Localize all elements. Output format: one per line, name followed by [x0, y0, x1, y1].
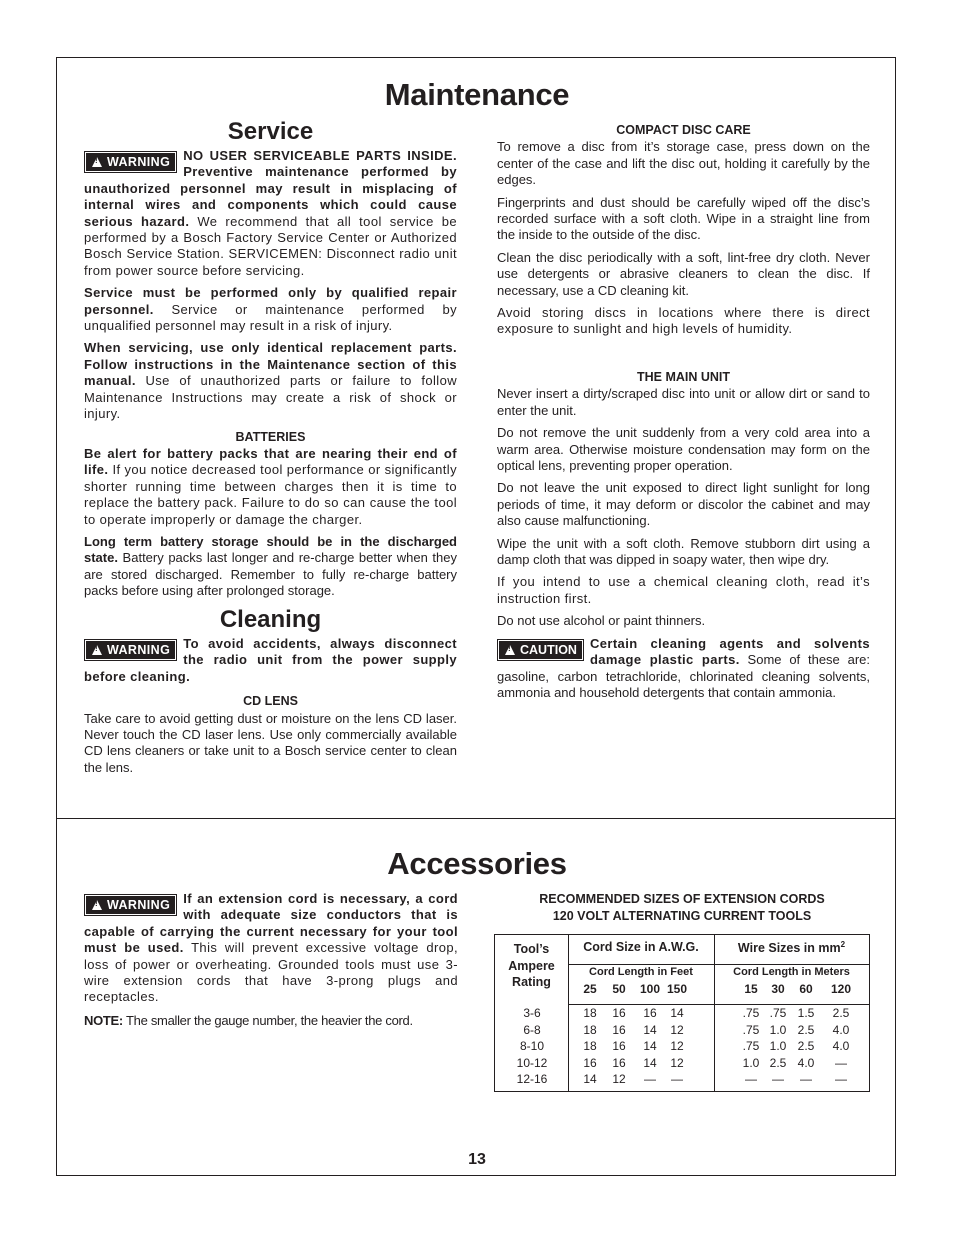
service-parts-bold: When servicing, use only identical replacement parts. Follow instructions in the Maintenance section of this manual. [84, 340, 457, 389]
mm2-cell: 1.0 [769, 1039, 787, 1054]
page-number: 13 [468, 1151, 486, 1168]
meter-length-label: 15 [744, 982, 758, 996]
meter-length-label: 60 [799, 982, 813, 996]
main-unit-p1: Never insert a dirty/scraped disc into unit or allow dirt or sand to enter the unit. [497, 386, 870, 418]
extension-warning-bold: If an extension cord is necessary, a cord with adequate size conductors that is capable of carrying the current necessary for your tool must be used. [84, 891, 458, 956]
extension-warning-text: This will prevent excessive voltage drop, loss of power or overheating. Grounded tools must use 3-wire extension cords that have 3-prong plugs and receptacles. [84, 940, 458, 1005]
mm2-cell: 2.5 [832, 1006, 850, 1020]
awg-cell: 12 [612, 1072, 626, 1087]
warning-badge: !WARNING [84, 151, 177, 173]
cleaning-column [84, 636, 457, 782]
caution-badge: !CAUTION [497, 639, 584, 661]
note-label: NOTE: [84, 1012, 123, 1028]
main-unit-heading: THE MAIN UNIT [636, 370, 731, 384]
service-warning-bold: NO USER SERVICEABLE PARTS INSIDE. Preventive maintenance performed by unauthorized personnel may result in misplacing of internal wires and components which could cause serious hazard. [84, 148, 457, 229]
service-heading: Service [227, 118, 314, 145]
mm2-cell: 4.0 [832, 1039, 850, 1054]
batteries-life-bold: Be alert for battery packs that are nearing their end of life. [84, 445, 457, 478]
warning-badge: !WARNING [84, 639, 177, 661]
accessories-column [84, 891, 458, 1035]
service-qualified-bold: Service must be performed only by qualified repair personnel. [84, 285, 457, 317]
main-unit-p5: If you intend to use a chemical cleaning cloth, read it’s instruction first. [497, 574, 870, 606]
awg-cell: — [644, 1072, 656, 1087]
extension-cord-table [494, 934, 870, 1092]
cd-lens-text: Take care to avoid getting dust or moisture on the lens CD laser. Never touch the CD laser lens. Use only commercially available CD lens cleaners or take unit to a Bosch service center to clean the lens. [84, 710, 457, 775]
awg-cell: 14 [670, 1006, 684, 1020]
ampere-rating-header: Tool’s Ampere Rating [508, 942, 555, 989]
awg-cell: 18 [583, 1039, 597, 1054]
table-divider [714, 935, 715, 1091]
awg-cell: 14 [643, 1055, 657, 1070]
main-unit-column [497, 369, 870, 707]
ampere-rating-cell: 3-6 [523, 1006, 541, 1020]
maintenance-title: Maintenance [384, 77, 570, 112]
awg-cell: 18 [583, 1022, 597, 1037]
mm2-cell: 1.0 [769, 1022, 787, 1037]
meter-length-label: 30 [771, 982, 785, 996]
service-qualified-text: Service or maintenance performed by unqualified personnel may result in a risk of injury. [84, 301, 457, 334]
ampere-rating-cell: 12-16 [516, 1072, 548, 1087]
mm2-cell: .75 [742, 1006, 760, 1020]
main-unit-p3: Do not leave the unit exposed to direct light sunlight for long periods of time, it may deform or discolor the cabinet and may also cause malfunctioning. [497, 480, 870, 529]
awg-cell: 16 [583, 1055, 597, 1070]
cleaning-heading: Cleaning [219, 606, 322, 633]
awg-cell: 12 [670, 1055, 684, 1070]
table-title [496, 891, 868, 925]
cleaning-warning-bold: To avoid accidents, always disconnect the radio unit from the power supply before cleaning. [84, 636, 457, 684]
warning-triangle-icon [505, 645, 515, 655]
awg-cell: 16 [612, 1055, 626, 1070]
accessories-title: Accessories [387, 846, 567, 881]
awg-cell: 18 [583, 1006, 597, 1020]
service-parts-text: Use of unauthorized parts or failure to follow Maintenance Instructions may create a risk of shock or injury. [84, 373, 457, 422]
main-unit-p4: Wipe the unit with a soft cloth. Remove stubborn dirt using a damp cloth that was dipped in soapy water, then wipe dry. [497, 535, 870, 568]
service-warning-text: We recommend that all tool service be performed by a Bosch Factory Service Center or Authorized Bosch Service Station. SERVICEMEN: Disconnect radio unit from power source before servicing. [84, 213, 457, 278]
table-title-line2: 120 VOLT ALTERNATING CURRENT TOOLS [552, 909, 812, 923]
wire-size-header: Wire Sizes in $mm^2$ [737, 940, 846, 956]
disc-care-p4: Avoid storing discs in locations where there is direct exposure to sunlight and high levels of humidity. [497, 305, 870, 337]
awg-cell: — [671, 1072, 683, 1087]
feet-header: Cord Length in Feet [589, 966, 693, 978]
awg-cell: 16 [612, 1006, 626, 1020]
warning-badge: !WARNING [84, 894, 177, 916]
mm2-cell: — [835, 1072, 847, 1087]
meters-header: Cord Length in Meters [733, 966, 850, 978]
service-column [84, 148, 457, 606]
mm2-cell: 2.5 [797, 1022, 815, 1037]
awg-cell: 12 [670, 1022, 684, 1037]
mm2-cell: 4.0 [832, 1022, 850, 1037]
mm2-cell: — [835, 1055, 847, 1070]
disc-care-heading: COMPACT DISC CARE [616, 123, 751, 137]
warning-triangle-icon [92, 645, 102, 655]
feet-length-label: 100 [639, 982, 661, 996]
ampere-rating-cell: 6-8 [523, 1022, 541, 1037]
mm2-cell: 2.5 [797, 1039, 815, 1054]
mm2-cell: 2.5 [769, 1055, 787, 1070]
meter-length-label: 120 [830, 982, 852, 996]
disc-care-column [497, 122, 870, 344]
awg-cell: 12 [670, 1039, 684, 1054]
awg-header: Cord Size in A.W.G. [583, 940, 699, 954]
table-divider [568, 964, 869, 965]
awg-cell: 14 [583, 1072, 597, 1087]
feet-length-label: 25 [583, 982, 597, 996]
table-divider [568, 935, 569, 1091]
batteries-heading: BATTERIES [235, 429, 306, 444]
ampere-rating-cell: 10-12 [516, 1055, 548, 1070]
awg-cell: 14 [643, 1022, 657, 1037]
awg-cell: 14 [643, 1039, 657, 1054]
feet-length-label: 50 [612, 982, 626, 996]
mm2-cell: .75 [742, 1022, 760, 1037]
awg-cell: 16 [612, 1039, 626, 1054]
awg-cell: 16 [612, 1022, 626, 1037]
batteries-storage-bold: Long term battery storage should be in the discharged state. [84, 533, 457, 566]
mm2-cell: — [745, 1072, 757, 1087]
table-title-line1: RECOMMENDED SIZES OF EXTENSION CORDS [539, 892, 825, 906]
mm2-cell: .75 [769, 1006, 787, 1020]
mm2-cell: 4.0 [797, 1055, 815, 1070]
disc-care-p1: To remove a disc from it’s storage case, press down on the center of the case and lift the disc out, holding it carefully by the edges. [497, 139, 870, 188]
mm2-cell: — [772, 1072, 784, 1087]
feet-length-label: 150 [666, 982, 688, 996]
caution-text: Some of these are: gasoline, carbon tetrachloride, chlorinated cleaning solvents, ammonia and household detergents that contain ammonia. [497, 652, 871, 700]
batteries-life-text: If you notice decreased tool performance or significantly shorter running time between charges then it is time to replace the battery pack. Failure to do so can cause the tool to operate improperly or damage the charger. [84, 462, 457, 527]
mm2-cell: — [800, 1072, 812, 1087]
awg-cell: 16 [643, 1006, 657, 1020]
disc-care-p3: Clean the disc periodically with a soft, lint-free dry cloth. Never use detergents or abrasive cleaners to clean the disc. If necessary, use a CD cleaning kit. [497, 249, 870, 298]
warning-triangle-icon [92, 900, 102, 910]
caution-bold: Certain cleaning agents and solvents damage plastic parts. [589, 635, 870, 668]
cd-lens-heading: CD LENS [243, 694, 298, 709]
warning-triangle-icon [92, 157, 102, 167]
disc-care-p2: Fingerprints and dust should be carefully wiped off the disc’s recorded surface with a soft cloth. Wipe in a straight line from the inside to the outside of the disc. [497, 194, 870, 243]
main-unit-p2: Do not remove the unit suddenly from a very cold area into a warm area. Otherwise moisture condensation may form on the optical lens, preventing proper operation. [497, 425, 870, 474]
batteries-storage-text: Battery packs last longer and re-charge better when they are stored discharged. Remember to fully re-charge battery packs before using after prolonged storage. [84, 550, 457, 599]
mm2-cell: 1.0 [742, 1055, 760, 1070]
mm2-cell: .75 [742, 1039, 760, 1054]
note-text: The smaller the gauge number, the heavier the cord. [122, 1012, 413, 1028]
ampere-rating-cell: 8-10 [519, 1039, 545, 1054]
mm2-cell: 1.5 [797, 1006, 815, 1020]
main-unit-p6: Do not use alcohol or paint thinners. [497, 613, 706, 629]
section-divider [56, 818, 896, 819]
